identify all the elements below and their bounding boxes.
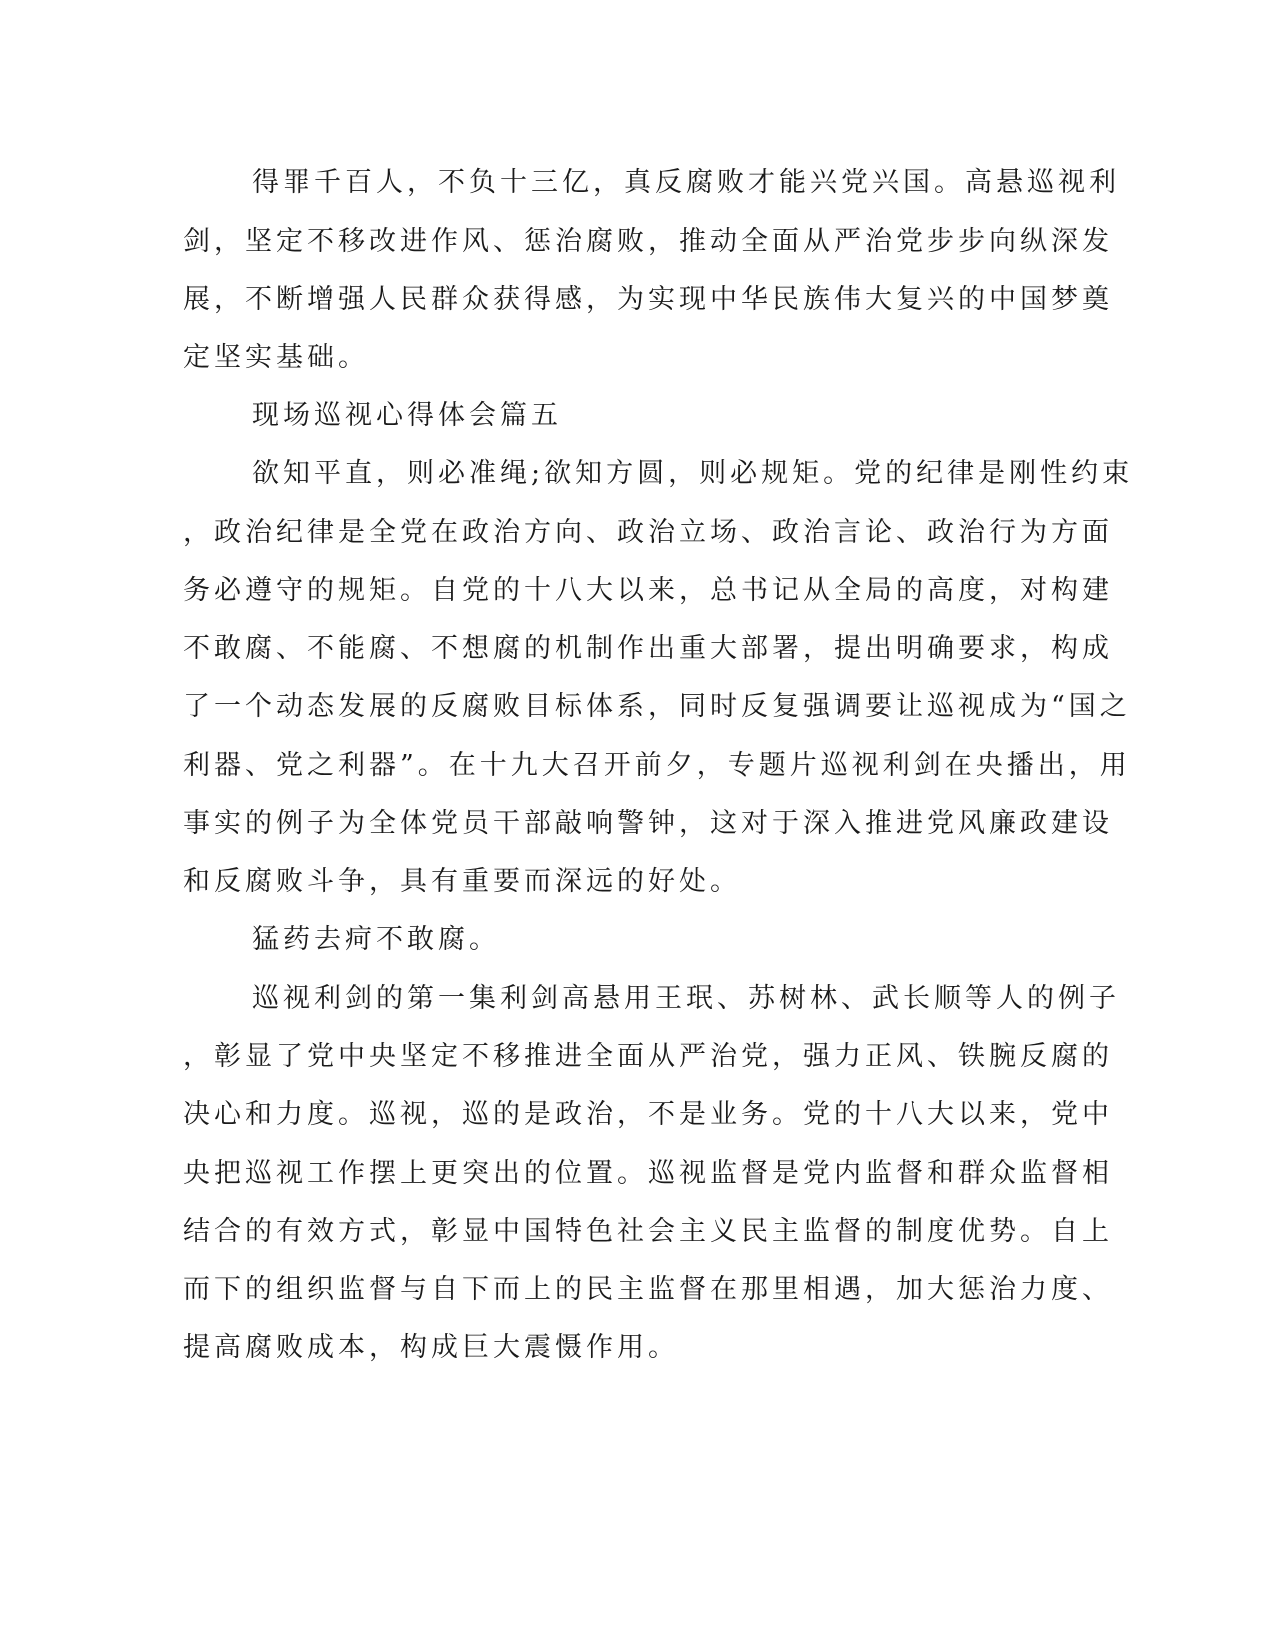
paragraph-1-line-1: 得罪千百人，不负十三亿，真反腐败才能兴党兴国。高悬巡视利 (252, 167, 1120, 198)
paragraph-2-line-2: ，政治纪律是全党在政治方向、政治立场、政治言论、政治行为方面 (183, 517, 1113, 548)
paragraph-1-line-4: 定坚实基础。 (183, 342, 369, 373)
paragraph-3-line-1: 巡视利剑的第一集利剑高悬用王珉、苏树林、武长顺等人的例子 (252, 983, 1120, 1014)
paragraph-2-line-6: 利器、党之利器”。在十九大召开前夕，专题片巡视利剑在央播出，用 (183, 750, 1131, 781)
paragraph-2-line-7: 事实的例子为全体党员干部敲响警钟，这对于深入推进党风廉政建设 (183, 808, 1113, 839)
paragraph-3-line-7: 提高腐败成本，构成巨大震慑作用。 (183, 1332, 679, 1363)
section-heading: 现场巡视心得体会篇五 (252, 400, 562, 431)
paragraph-2-line-4: 不敢腐、不能腐、不想腐的机制作出重大部署，提出明确要求，构成 (183, 633, 1113, 664)
paragraph-1-line-2: 剑，坚定不移改进作风、惩治腐败，推动全面从严治党步步向纵深发 (183, 226, 1113, 257)
paragraph-1-line-3: 展，不断增强人民群众获得感，为实现中华民族伟大复兴的中国梦奠 (183, 284, 1113, 315)
paragraph-3-line-3: 决心和力度。巡视，巡的是政治，不是业务。党的十八大以来，党中 (183, 1099, 1113, 1130)
sub-heading: 猛药去疴不敢腐。 (252, 924, 500, 955)
paragraph-2-line-5: 了一个动态发展的反腐败目标体系，同时反复强调要让巡视成为“国之 (183, 691, 1131, 722)
paragraph-2-line-1: 欲知平直，则必准绳;欲知方圆，则必规矩。党的纪律是刚性约束 (252, 458, 1134, 489)
paragraph-3-line-2: ，彰显了党中央坚定不移推进全面从严治党，强力正风、铁腕反腐的 (183, 1041, 1113, 1072)
paragraph-2-line-8: 和反腐败斗争，具有重要而深远的好处。 (183, 866, 741, 897)
paragraph-3-line-5: 结合的有效方式，彰显中国特色社会主义民主监督的制度优势。自上 (183, 1216, 1113, 1247)
paragraph-2-line-3: 务必遵守的规矩。自党的十八大以来，总书记从全局的高度，对构建 (183, 575, 1113, 606)
paragraph-3-line-6: 而下的组织监督与自下而上的民主监督在那里相遇，加大惩治力度、 (183, 1274, 1113, 1305)
paragraph-3-line-4: 央把巡视工作摆上更突出的位置。巡视监督是党内监督和群众监督相 (183, 1158, 1113, 1189)
